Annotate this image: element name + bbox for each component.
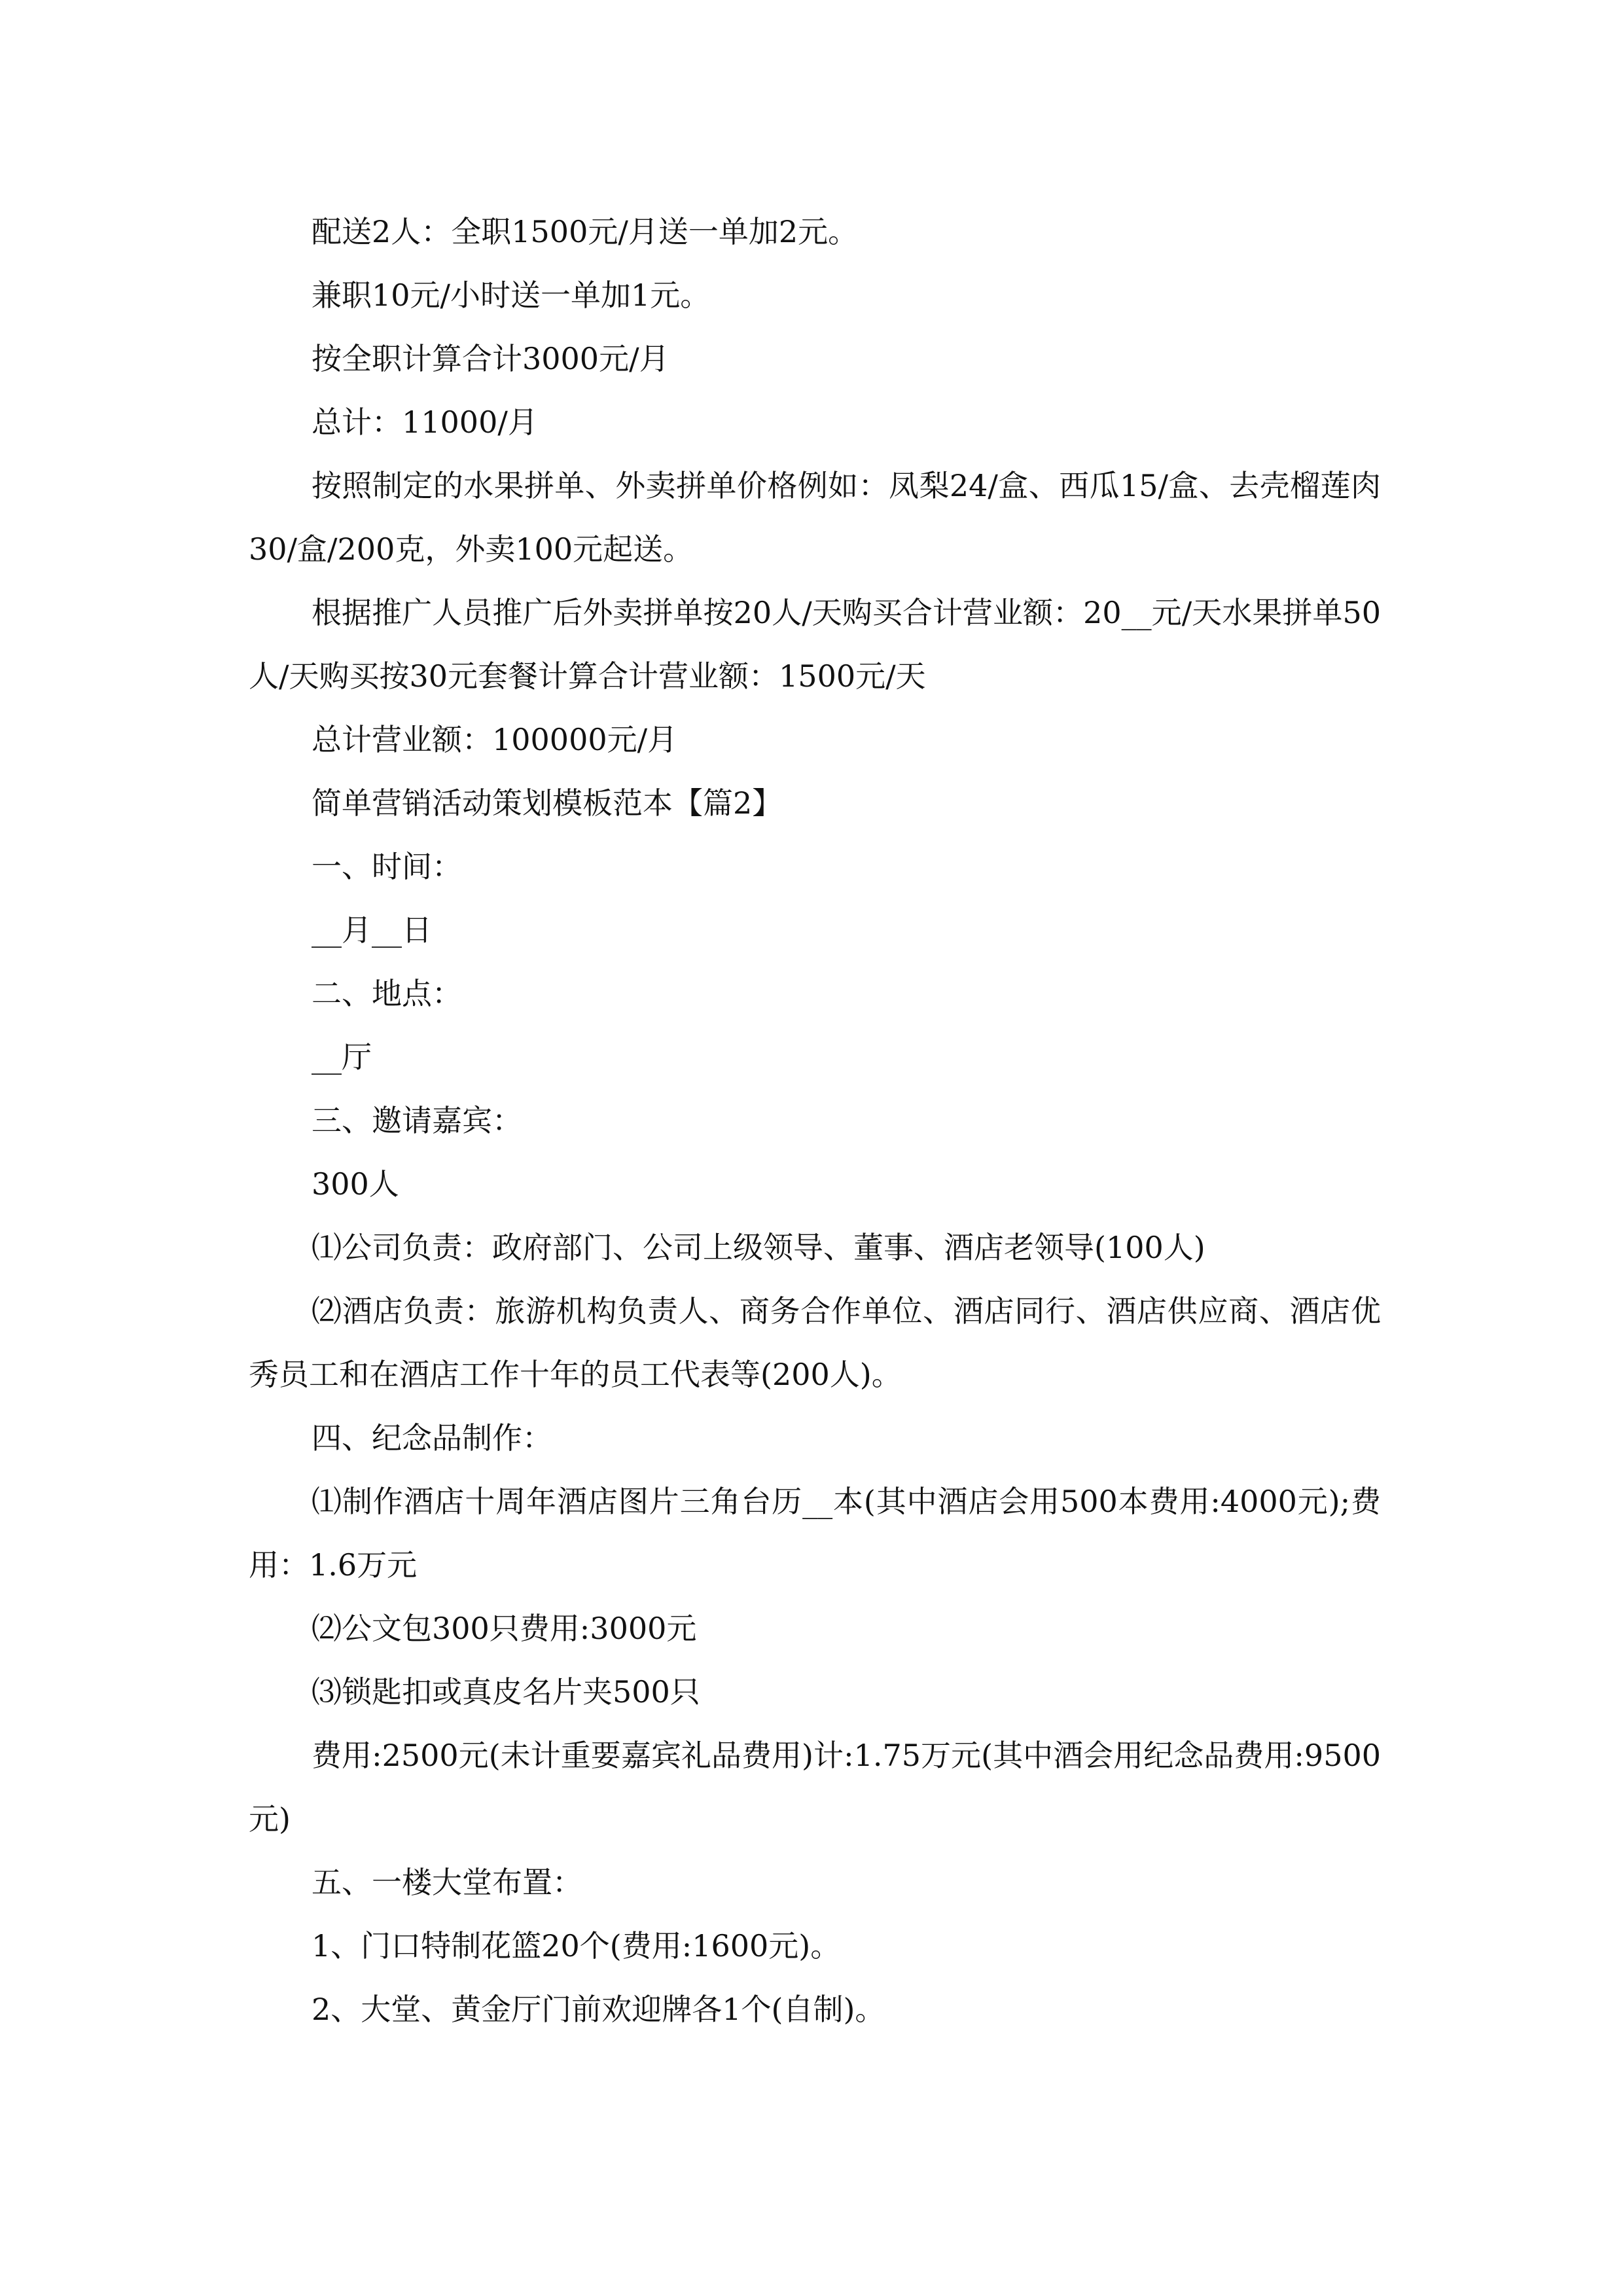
paragraph-total-cost: 总计：11000/月 xyxy=(312,404,538,440)
paragraph-keychain: ⑶锁匙扣或真皮名片夹500只 xyxy=(312,1674,700,1710)
document-page xyxy=(249,200,1381,2041)
paragraph-revenue-estimate: 根据推广人员推广后外卖拼单按20人/天购买合计营业额：20__元/天水果拼单50人/天购买按30元套餐计算合计营业额：1500元/天 xyxy=(249,595,1381,694)
paragraph-part-time: 兼职10元/小时送一单加1元。 xyxy=(312,278,711,313)
paragraph-hotel-guests: ⑵酒店负责：旅游机构负责人、商务合作单位、酒店同行、酒店供应商、酒店优秀员工和在酒店工作十年的员工代表等(200人)。 xyxy=(249,1293,1381,1392)
paragraph-welcome-signs: 2、大堂、黄金厅门前欢迎牌各1个(自制)。 xyxy=(312,1992,885,2027)
heading-time: 一、时间： xyxy=(312,849,462,884)
paragraph-full-time-total: 按全职计算合计3000元/月 xyxy=(312,341,669,376)
heading-guests: 三、邀请嘉宾： xyxy=(312,1103,522,1138)
heading-lobby: 五、一楼大堂布置： xyxy=(312,1865,582,1900)
paragraph-company-guests: ⑴公司负责：政府部门、公司上级领导、董事、酒店老领导(100人) xyxy=(312,1230,1205,1265)
paragraph-guest-count: 300人 xyxy=(312,1166,399,1202)
paragraph-delivery-staff: 配送2人：全职1500元/月送一单加2元。 xyxy=(312,214,859,249)
paragraph-total-revenue: 总计营业额：100000元/月 xyxy=(312,722,678,757)
paragraph-flower-baskets: 1、门口特制花篮20个(费用:1600元)。 xyxy=(312,1928,841,1964)
heading-location: 二、地点： xyxy=(312,976,462,1011)
paragraph-hall: __厅 xyxy=(312,1039,372,1075)
paragraph-briefcase: ⑵公文包300只费用:3000元 xyxy=(312,1611,697,1646)
paragraph-pricing: 按照制定的水果拼单、外卖拼单价格例如：凤梨24/盒、西瓜15/盒、去壳榴莲肉30/盒/200克，外卖100元起送。 xyxy=(249,468,1381,567)
paragraph-souvenir-cost: 费用:2500元(未计重要嘉宾礼品费用)计:1.75万元(其中酒会用纪念品费用:9500元) xyxy=(249,1738,1381,1837)
paragraph-date: __月__日 xyxy=(312,912,432,948)
paragraph-calendar: ⑴制作酒店十周年酒店图片三角台历__本(其中酒店会用500本费用:4000元);费用：1.6万元 xyxy=(249,1484,1381,1583)
section-title: 简单营销活动策划模板范本【篇2】 xyxy=(312,785,783,821)
heading-souvenirs: 四、纪念品制作： xyxy=(312,1420,552,1456)
